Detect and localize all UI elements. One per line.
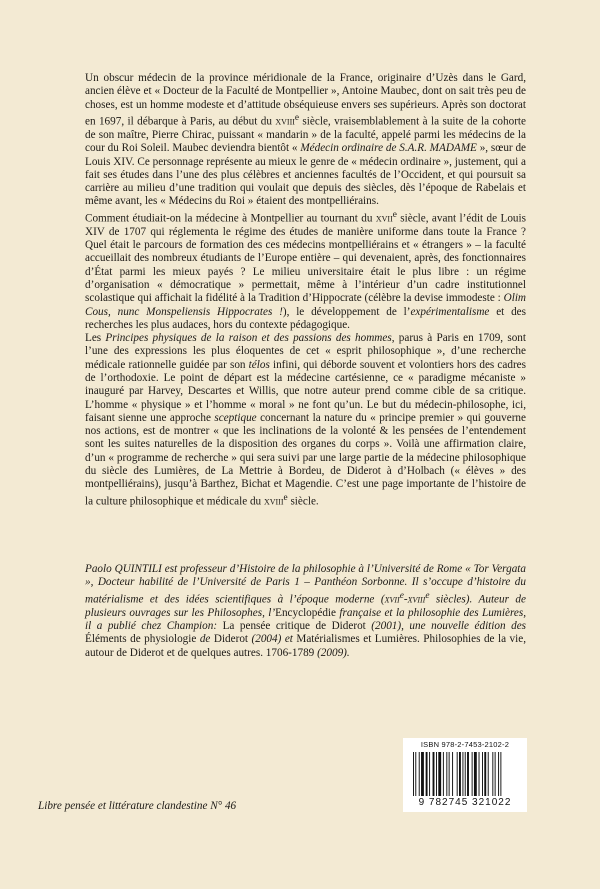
barcode-bar [465,752,466,796]
barcode-bar [459,752,461,796]
barcode-bar [467,752,469,796]
blurb-paragraph-3: Les Principes physiques de la raison et des passions des hommes, parus à Paris en 1709, sont l’une des expressions les plus éloquentes de cet « esprit philosophique », d’une recherche médicale rationnelle guidée par son télos infini, qui déborde souvent et volontiers hors des cadres de l’orthodoxie. Le point de départ est la médecine cartésienne, ce « paradigme mécaniste » inauguré par Harvey, Descartes et Willis, que notre auteur prend comme cible de sa critique. L’homme « physique » et l’homme « moral » ne font qu’un. Le but du médecin-philosophe, ici, faisant sienne une approche sceptique concernant la nature du « principe premier » qui gouverne nos actions, est de montrer « que les inclinations de la volonté & les pensées de l’entendement sont les suites naturelles de la disposition des organes du corps ». Voilà une affirmation claire, d’un « programme de recherche » qui sera suivi par une large partie de la médecine philosophique du siècle des Lumières, de La Mettrie à Bordeu, de Diderot à d’Holbach (« élèves » des montpelliérains), jusqu’à Barthez, Bichat et Magendie. C’est une page importante de l’histoire de la culture philosophique et médicale du xviii$^e$ siècle. [85,332,527,508]
barcode-bar [488,752,489,796]
book-title: Principes physiques de la raison et des passions des hommes [105,332,392,345]
blurb-paragraph-1: Un obscur médecin de la province méridionale de la France, originaire d’Uzès dans le Gard, ancien élève et « Docteur de la Faculté de Montpellier », Antoine Maubec, dont on sait très peu de choses, est un homme modeste et d’attitude obséquieuse envers ses supérieurs. Après son doctorat en 1697, il débarque à Paris, au début du xviii$^e$ siècle, vraisemblablement à la suite de la cohorte de son maître, Pierre Chirac, puissant « mandarin » de la faculté, appelé parmi les médecins de la cour du Roi Soleil. Maubec deviendra bientôt « Médecin ordinaire de S.A.R. MADAME », sœur de Louis XIV. Ce personnage représente au mieux le genre de « médecin ordinaire », justement, qui a fait ses études dans l’une des plus célèbres et anciennes facultés de l’Occident, et qui poursuit sa carrière au milieu d’une tradition qui voulait que depuis des siècles, dès l’époque de Rabelais et même avant, les « Médecins du Roi » étaient des montpelliérains. [85,72,527,208]
barcode-bar [484,752,486,796]
barcode-bar [495,752,496,796]
century-numeral: xvii [375,212,393,225]
barcode-bar [452,752,453,796]
barcode-bar [472,752,473,796]
latin-motto: Olim Cous, nunc Monspeliensis Hippocrates ! [85,292,526,318]
barcode-bar [457,752,458,796]
book-title: Encyclopédie [275,606,337,619]
barcode-bar [433,752,435,796]
barcode-bar [482,752,483,796]
barcode-bar [438,752,441,796]
barcode-bar [462,752,463,796]
barcode-bar [429,752,430,796]
barcode-bar [492,752,493,796]
barcode-bar [426,752,428,796]
book-title: Diderot [213,633,249,646]
series-label: Libre pensée et littérature clandestine N° 46 [38,800,237,812]
emphasis-term: télos [248,358,270,371]
barcode-bars [413,752,523,796]
barcode-bar [419,752,420,796]
barcode-bar [498,752,499,796]
barcode-bar [443,752,444,796]
isbn-barcode [403,738,527,812]
barcode-bar [500,752,501,796]
emphasis-term: expérimentalisme [410,305,490,318]
blurb-paragraph-2: Comment étudiait-on la médecine à Montpellier au tournant du xvii$^e$ siècle, avant l’édit de Louis XIV de 1707 qui réglementa le régime des études de manière uniforme dans toute la France ? Quel était le parcours de formation des ces médecins montpelliérains et « étrangers » – la faculté accueillait des nombreux étudiants de l’Europe entière – qui devenaient, après, des fonctionnaires d’État parmi les mieux payés ? Le milieu universitaire était le plus libre : un régime d’organisation « démocratique » permettait, même à l’intérieur d’un cadre institutionnel scolastique qui affichait la fidélité à la Tradition d’Hippocrate (célèbre la devise immodeste : Olim Cous, nunc Monspeliensis Hippocrates !), le développement de l’expérimentalisme et des recherches les plus audaces, hors du contexte pédagogique. [85,209,526,331]
barcode-bar [479,752,480,796]
isbn-label: ISBN 978-2-7453-2102-2 [420,740,510,749]
barcode-bar [413,752,414,796]
book-title: Médecin ordinaire de S.A.R. MADAME [300,142,477,155]
book-title: La pensée critique de Diderot [222,619,366,632]
century-numeral: xviii [263,495,284,508]
barcode-bar [446,752,447,796]
barcode-bar [436,752,437,796]
barcode-bar [474,752,477,796]
book-title: Éléments de physiologie [85,633,197,646]
blurb [85,72,526,509]
barcode-bar [421,752,424,796]
emphasis-term: sceptique [214,411,257,424]
barcode-bar [449,752,450,796]
century-numeral: xviii [275,115,295,128]
author-bio: Paolo QUINTILI est professeur d’Histoire de la philosophie à l’Université de Rome « Tor Vergata », Docteur habilité de l’Université de Paris 1 – Panthéon Sorbonne. Il s’occupe d’histoire du matérialisme et des idées scientifiques à l’époque moderne (xvii$^e$-xviii$^e$ siècles). Auteur de plusieurs ouvrages sur les Philosophes, l’Encyclopédie française et la philosophie des Lumières, il a publié chez Champion: La pensée critique de Diderot (2001), une nouvelle édition des Éléments de physiologie de Diderot (2004) et Matérialismes et Lumières. Philosophies de la vie, autour de Diderot et de quelques autres. 1706-1789 (2009). [85,563,527,659]
barcode-bar [415,752,416,796]
book-title: Matérialismes et Lumières. Philosophies de la vie, autour de Diderot et de quelques autres. 1706-1789 [85,633,526,659]
barcode-digits: 9 782745 321022 [418,797,512,808]
